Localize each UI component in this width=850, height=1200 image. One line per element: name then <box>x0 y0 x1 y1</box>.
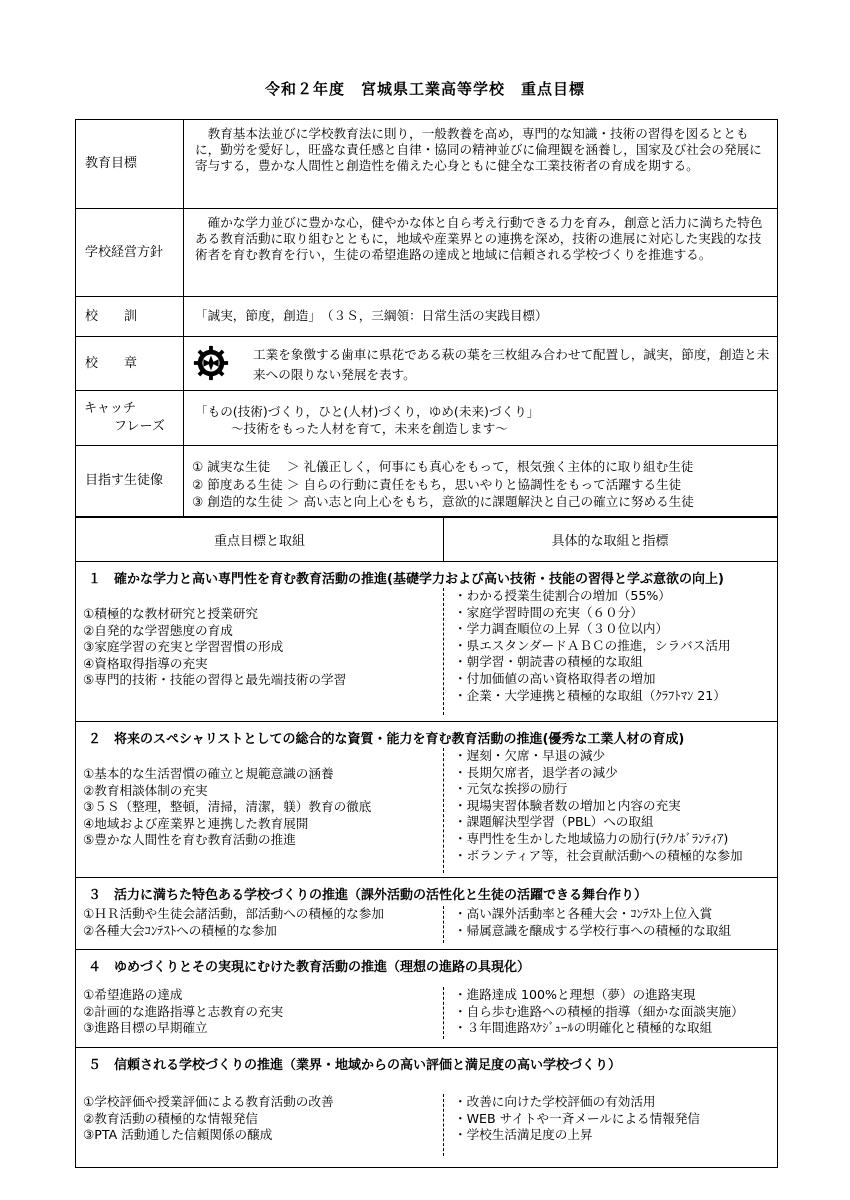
student-ideal-label: 目指す生徒像 <box>76 446 184 516</box>
catchphrase-label-line-1: キャッチ <box>84 401 137 416</box>
section-5-title: ５ 信頼される学校づくりの推進（業界・地域からの高い評価と満足度の高い学校づくり） <box>88 1058 622 1073</box>
action-item: ①積極的な教材研究と授業研究 <box>83 606 259 621</box>
indicator-item: ・家庭学習時間の充実（６０分） <box>454 604 643 620</box>
indicator-item: ・遅刻・欠席・早退の減少 <box>454 748 606 763</box>
section-2-title: ２ 将来のスペシャリストとしての総合的な資質・能力を育む教育活動の推進(優秀な工業人材の育成) <box>88 732 685 747</box>
catchphrase-label <box>76 391 184 445</box>
page-title: 令和２年度 宮城県工業高等学校 重点目標 <box>264 80 585 98</box>
motto-label: 校 訓 <box>76 297 184 336</box>
student-ideal-line: ① 誠実な生徒 ＞ 礼儀正しく，何事にも真心をもって，根気強く主体的に取り組む生徒 <box>192 459 694 474</box>
policy-label: 学校経営方針 <box>76 209 184 296</box>
section-4 <box>76 950 777 1048</box>
emblem-cell <box>184 337 777 390</box>
indicator-item: ・学力調査順位の上昇（３０位以内） <box>454 621 669 637</box>
section-3 <box>76 878 777 950</box>
action-item: ④資格取得指導の充実 <box>83 655 208 671</box>
section-2-indicators <box>443 748 777 873</box>
student-ideal-text <box>184 446 777 516</box>
section-1-indicators <box>443 588 777 715</box>
student-ideal-line: ③ 創造的な生徒 ＞ 高い志と向上心をもち，意欲的に課題解決と自己の確立に努める生徒 <box>192 494 694 509</box>
section-1 <box>76 562 777 722</box>
action-item: ⑤専門的技術・技能の習得と最先端技術の学習 <box>83 672 347 688</box>
action-item: ③進路目標の早期確立 <box>83 1020 208 1036</box>
indicator-item: ・元気な挨拶の励行 <box>454 781 568 797</box>
indicator-item: ・企業・大学連携と積極的な取組（ｸﾗﾌﾄﾏﾝ 21） <box>454 687 726 703</box>
action-item: ②計画的な進路指導と志教育の充実 <box>83 1003 284 1019</box>
action-item: ②各種大会ｺﾝﾃｽﾄへの積極的な参加 <box>83 922 277 938</box>
section-2-actions <box>76 766 443 849</box>
section-3-actions <box>76 906 443 939</box>
section-5-indicators <box>443 1094 777 1156</box>
section-4-actions <box>76 987 443 1037</box>
action-item: ②教育相談体制の充実 <box>83 782 208 798</box>
student-ideal-line: ② 節度ある生徒 ＞ 自らの行動に責任をもち，思いやりと協調性をもって活躍する生徒 <box>192 476 682 492</box>
indicator-item: ・課題解決型学習（PBL）への取組 <box>454 814 654 830</box>
indicator-item: ・わかる授業生徒割合の増加（55%） <box>454 588 671 603</box>
education-goal-row <box>76 120 777 209</box>
section-4-indicators <box>443 987 777 1039</box>
indicator-item: ・学校生活満足度の上昇 <box>454 1127 593 1143</box>
emblem-text: 工業を象徴する歯車に県花である萩の葉を三枚組み合わせて配置し，誠実，節度，創造と未来への限りない発展を表す。 <box>253 347 770 382</box>
motto-row <box>76 297 777 337</box>
motto-text: 「誠実，節度，創造」 （３Ｓ，三綱領：日常生活の実践目標） <box>195 308 548 323</box>
catchphrase-label-line-2: フレーズ <box>114 419 165 434</box>
indicator-item: ・自ら歩む進路への積極的指導（細かな面談実施） <box>454 1003 744 1019</box>
school-emblem-icon <box>192 344 230 382</box>
indicator-item: ・専門性を生かした地域協力の励行(ﾃｸﾉﾎﾞﾗﾝﾃｨｱ) <box>454 830 729 846</box>
education-goal-text: 教育基本法並びに学校教育法に則り，一般教養を高め，専門的な知識・技術の習得を図るとともに，勤労を愛好し，旺盛な責任感と自律・協同の精神並びに倫理観を涵養し，国家及び社会の発展に寄与する，豊かな人間性と創造性を備えた心身ともに健全な工業技術者の育成を期する。 <box>195 126 762 173</box>
section-2 <box>76 722 777 878</box>
emblem-row <box>76 337 777 391</box>
action-item: ②教育活動の積極的な情報発信 <box>83 1110 259 1126</box>
indicator-item: ・改善に向けた学校評価の有効活用 <box>454 1094 656 1109</box>
catchphrase-line-1: 「もの(技術)づくり，ひと(人材)づくり，ゆめ(未来)づくり」 <box>195 404 540 419</box>
indicator-item: ・高い課外活動率と各種大会・ｺﾝﾃｽﾄ上位入賞 <box>454 906 713 921</box>
section-1-actions <box>76 606 443 689</box>
action-item: ④地域および産業界と連携した教育展開 <box>83 815 309 831</box>
action-item: ①学校評価や授業評価による教育活動の改善 <box>83 1094 334 1109</box>
section-4-title: ４ ゆめづくりとその実現にむけた教育活動の推進（理想の進路の具現化） <box>88 960 531 975</box>
section-5-actions <box>76 1094 443 1144</box>
indicator-item: ・長期欠席者，退学者の減少 <box>454 764 618 780</box>
catchphrase-row <box>76 391 777 446</box>
indicator-item: ・３年間進路ｽｹｼﾞｭｰﾙの明確化と積極的な取組 <box>454 1020 713 1036</box>
policy-row <box>76 209 777 297</box>
action-item: ①希望進路の達成 <box>83 987 183 1002</box>
action-item: ①基本的な生活習慣の確立と規範意識の涵養 <box>83 766 334 781</box>
section-1-title: １ 確かな学力と高い専門性を育む教育活動の推進(基礎学力および高い技術・技能の習得と学ぶ意欲の向上) <box>88 572 724 587</box>
table-header-row <box>76 518 777 562</box>
indicator-item: ・県エスタンダードＡＢＣの推進，シラバス活用 <box>454 637 731 653</box>
indicator-item: ・ボランティア等，社会貢献活動への積極的な参加 <box>454 847 743 863</box>
indicator-item: ・進路達成 100%と理想（夢）の進路実現 <box>454 987 696 1002</box>
emblem-label: 校 章 <box>76 337 184 390</box>
student-ideal-row <box>76 446 777 518</box>
action-item: ⑤豊かな人間性を育む教育活動の推進 <box>83 832 296 848</box>
indicator-item: ・付加価値の高い資格取得者の増加 <box>454 670 656 686</box>
goals-document <box>75 119 778 1168</box>
section-3-indicators <box>443 906 777 943</box>
action-item: ①ＨＲ活動や生徒会諸活動，部活動への積極的な参加 <box>83 906 384 921</box>
catchphrase-text <box>184 391 777 445</box>
indicator-item: ・現場実習体験者数の増加と内容の充実 <box>454 797 681 813</box>
table-header-left: 重点目標と取組 <box>213 534 305 549</box>
table-header-right: 具体的な取組と指標 <box>551 534 669 549</box>
indicator-item: ・朝学習・朝読書の積極的な取組 <box>454 654 643 670</box>
action-item: ②自発的な学習態度の育成 <box>83 622 233 638</box>
catchphrase-line-2: ～技術をもった人材を育て，未来を創造します～ <box>231 421 508 436</box>
indicator-item: ・WEB サイトや一斉メールによる情報発信 <box>454 1110 701 1126</box>
action-item: ③PTA 活動通した信頼関係の醸成 <box>83 1127 273 1143</box>
action-item: ③家庭学習の充実と学習習慣の形成 <box>83 639 284 655</box>
section-5 <box>76 1048 777 1166</box>
policy-text: 確かな学力並びに豊かな心，健やかな体と自ら考え行動できる力を育み，創意と活力に満ちた特色ある教育活動に取り組むとともに，地域や産業界との連携を深め，技術の進展に対応した実践的な技術者を育む教育を行い，生徒の希望進路の達成と地域に信頼される学校づくりを推進する。 <box>195 215 763 262</box>
action-item: ③５Ｓ（整理，整頓，清掃，清潔，躾）教育の徹底 <box>83 799 372 815</box>
indicator-item: ・帰属意識を醸成する学校行事への積極的な取組 <box>454 922 732 938</box>
section-3-title: ３ 活力に満ちた特色ある学校づくりの推進（課外活動の活性化と生徒の活躍できる舞台作り） <box>88 888 648 903</box>
education-goal-label: 教育目標 <box>76 120 184 208</box>
